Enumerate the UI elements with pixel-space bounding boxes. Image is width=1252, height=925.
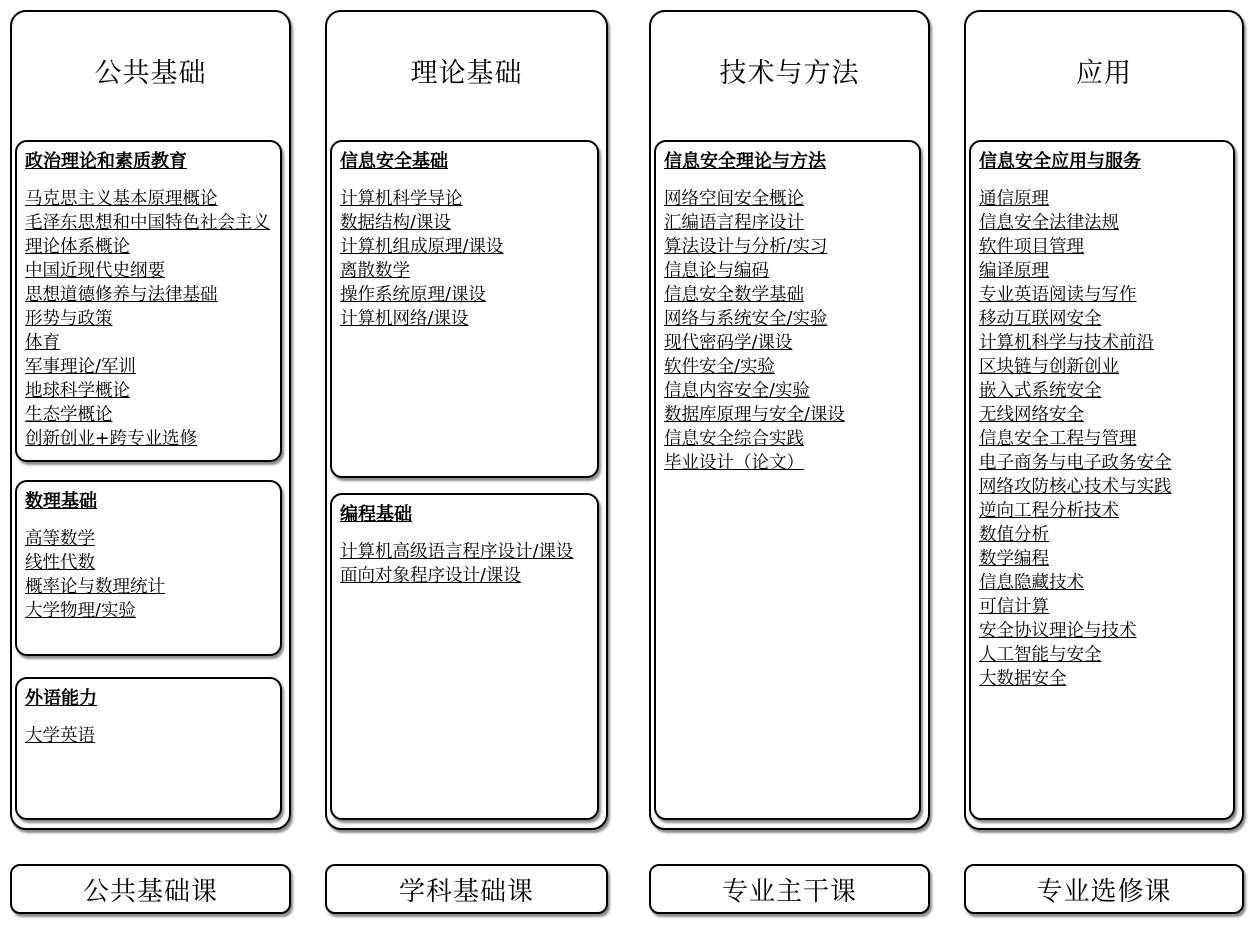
course-item: 数据库原理与安全/课设	[664, 405, 845, 425]
course-item: 高等数学	[25, 529, 95, 549]
course-item: 毕业设计（论文）	[664, 453, 804, 473]
course-item: 形势与政策	[25, 309, 113, 329]
course-item: 数据结构/课设	[340, 213, 451, 233]
group-title: 外语能力	[25, 688, 97, 709]
category-label-text: 学科基础课	[398, 876, 534, 907]
course-item: 大数据安全	[979, 669, 1067, 689]
course-item: 移动互联网安全	[979, 309, 1102, 329]
column-header: 理论基础	[410, 58, 523, 89]
course-item: 中国近现代史纲要	[25, 261, 165, 281]
group-infosec-theory-methods	[654, 140, 921, 820]
course-item: 网络攻防核心技术与实践	[979, 477, 1172, 497]
group-title: 政治理论和素质教育	[25, 151, 187, 172]
course-item: 毛泽东思想和中国特色社会主义理论体系概论	[25, 213, 270, 257]
column-public-foundation	[10, 10, 291, 830]
course-item: 计算机科学与技术前沿	[979, 333, 1154, 353]
course-item: 嵌入式系统安全	[979, 381, 1102, 401]
course-item: 电子商务与电子政务安全	[979, 453, 1172, 473]
course-item: 软件安全/实验	[664, 357, 775, 377]
course-item: 专业英语阅读与写作	[979, 285, 1137, 305]
column-theoretical-foundation	[325, 10, 608, 830]
course-item: 生态学概论	[25, 405, 113, 425]
course-item: 信息内容安全/实验	[664, 381, 810, 401]
course-item: 可信计算	[979, 597, 1049, 617]
course-item: 大学英语	[25, 726, 95, 746]
course-item: 信息安全数学基础	[664, 285, 804, 305]
course-item: 算法设计与分析/实习	[664, 237, 828, 257]
course-item: 离散数学	[340, 261, 410, 281]
course-item: 计算机网络/课设	[340, 309, 469, 329]
category-label-major-elective	[964, 864, 1244, 914]
course-item: 计算机高级语言程序设计/课设	[340, 542, 574, 562]
course-item: 数值分析	[979, 525, 1049, 545]
course-item: 信息论与编码	[664, 261, 769, 281]
course-item: 逆向工程分析技术	[979, 501, 1119, 521]
category-label-text: 公共基础课	[82, 876, 218, 907]
course-item: 概率论与数理统计	[25, 577, 165, 597]
course-item: 信息安全工程与管理	[979, 429, 1137, 449]
course-item: 线性代数	[25, 553, 95, 573]
course-item: 软件项目管理	[979, 237, 1084, 257]
course-item: 创新创业+跨专业选修	[25, 429, 198, 449]
course-item: 地球科学概论	[25, 381, 130, 401]
group-programming-foundation	[330, 493, 599, 820]
course-item: 思想道德修养与法律基础	[25, 285, 218, 305]
course-item: 汇编语言程序设计	[664, 213, 804, 233]
course-item: 数学编程	[979, 549, 1049, 569]
column-application	[964, 10, 1244, 830]
course-item: 军事理论/军训	[25, 357, 136, 377]
group-infosec-foundation	[330, 140, 599, 478]
category-label-text: 专业主干课	[721, 876, 857, 907]
course-item: 计算机科学导论	[340, 189, 463, 209]
column-header: 技术与方法	[719, 58, 860, 89]
course-item: 体育	[25, 333, 60, 353]
course-item: 信息安全综合实践	[664, 429, 804, 449]
category-label-public-foundation	[10, 864, 291, 914]
course-item: 信息安全法律法规	[979, 213, 1119, 233]
category-label-text: 专业选修课	[1036, 876, 1172, 907]
column-header: 公共基础	[94, 58, 207, 89]
course-item: 面向对象程序设计/课设	[340, 566, 521, 586]
course-item: 安全协议理论与技术	[979, 621, 1137, 641]
group-infosec-application-services	[969, 140, 1235, 820]
group-political-theory-education	[15, 140, 282, 462]
course-item: 通信原理	[979, 189, 1049, 209]
column-technology-methods	[649, 10, 930, 830]
group-title: 编程基础	[340, 504, 412, 525]
group-title: 信息安全基础	[340, 151, 448, 172]
category-label-major-core	[649, 864, 930, 914]
course-item: 网络空间安全概论	[664, 189, 804, 209]
course-item: 现代密码学/课设	[664, 333, 793, 353]
course-item: 网络与系统安全/实验	[664, 309, 828, 329]
course-item: 区块链与创新创业	[979, 357, 1119, 377]
group-foreign-language	[15, 677, 282, 820]
course-item: 信息隐藏技术	[979, 573, 1084, 593]
course-item: 马克思主义基本原理概论	[25, 189, 218, 209]
course-item: 操作系统原理/课设	[340, 285, 486, 305]
course-item: 编译原理	[979, 261, 1049, 281]
group-math-foundation	[15, 480, 282, 656]
group-title: 信息安全理论与方法	[664, 151, 826, 172]
course-item: 人工智能与安全	[979, 645, 1102, 665]
column-header: 应用	[1076, 58, 1132, 89]
course-item: 无线网络安全	[979, 405, 1084, 425]
course-item: 大学物理/实验	[25, 601, 136, 621]
category-label-discipline-foundation	[325, 864, 608, 914]
course-item: 计算机组成原理/课设	[340, 237, 504, 257]
group-title: 数理基础	[25, 491, 97, 512]
group-title: 信息安全应用与服务	[979, 151, 1141, 172]
